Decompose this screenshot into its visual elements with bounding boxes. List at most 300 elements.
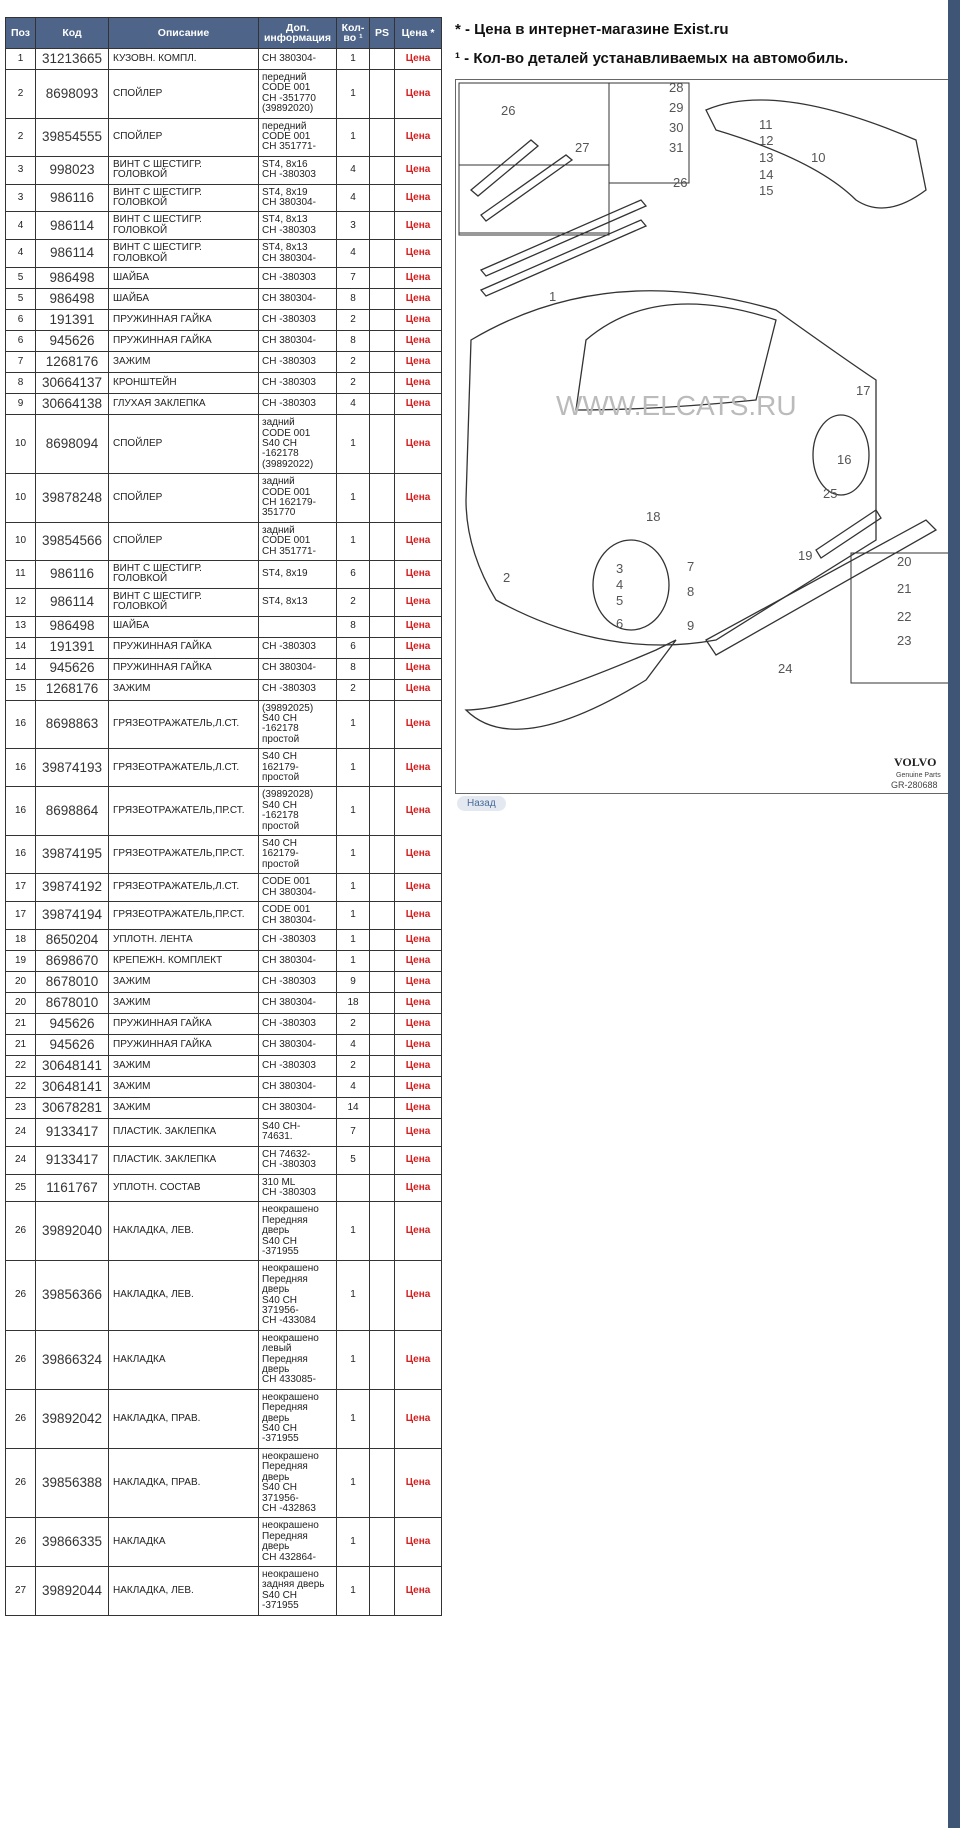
callout-label: 18 bbox=[646, 509, 661, 524]
description-cell: ШАЙБА bbox=[109, 616, 259, 637]
description-cell: ПЛАСТИК. ЗАКЛЕПКА bbox=[109, 1118, 259, 1146]
table-row bbox=[6, 240, 442, 268]
qty-cell: 14 bbox=[337, 1097, 370, 1118]
description-cell: ГРЯЗЕОТРАЖАТЕЛЬ,Л.СТ. bbox=[109, 749, 259, 787]
price-link[interactable]: Цена bbox=[395, 1013, 442, 1034]
code-cell: 191391 bbox=[36, 637, 109, 658]
info-cell: CH -380303 bbox=[259, 1013, 337, 1034]
info-cell: CH 380304- bbox=[259, 1097, 337, 1118]
description-cell: ГРЯЗЕОТРАЖАТЕЛЬ,ПР.СТ. bbox=[109, 836, 259, 874]
price-link[interactable]: Цена bbox=[395, 1097, 442, 1118]
code-cell: 986498 bbox=[36, 289, 109, 310]
pos-cell: 26 bbox=[6, 1202, 36, 1261]
description-cell: НАКЛАДКА, ЛЕВ. bbox=[109, 1261, 259, 1330]
description-cell: НАКЛАДКА, ПРАВ. bbox=[109, 1448, 259, 1517]
ps-cell bbox=[370, 352, 395, 373]
ps-cell bbox=[370, 992, 395, 1013]
callout-label: 6 bbox=[616, 616, 624, 631]
table-row bbox=[6, 700, 442, 749]
pos-cell: 4 bbox=[6, 240, 36, 268]
info-cell: CODE 001 CH 380304- bbox=[259, 874, 337, 902]
code-cell: 39854566 bbox=[36, 522, 109, 560]
watermark: WWW.ELCATS.RU bbox=[556, 390, 797, 421]
pos-cell: 21 bbox=[6, 1013, 36, 1034]
pos-cell: 10 bbox=[6, 415, 36, 474]
code-cell: 31213665 bbox=[36, 49, 109, 70]
ps-cell bbox=[370, 1097, 395, 1118]
ps-cell bbox=[370, 310, 395, 331]
ps-cell bbox=[370, 268, 395, 289]
code-cell: 945626 bbox=[36, 1013, 109, 1034]
pos-cell: 13 bbox=[6, 616, 36, 637]
info-cell: CH -380303 bbox=[259, 679, 337, 700]
code-cell: 9133417 bbox=[36, 1146, 109, 1174]
pos-cell: 14 bbox=[6, 637, 36, 658]
qty-cell: 3 bbox=[337, 212, 370, 240]
pos-cell: 26 bbox=[6, 1261, 36, 1330]
info-cell: неокрашено Передняя дверь CH 432864- bbox=[259, 1518, 337, 1567]
price-link[interactable]: Цена bbox=[395, 836, 442, 874]
front-wheel bbox=[593, 540, 669, 630]
price-link[interactable]: Цена bbox=[395, 1330, 442, 1389]
ps-cell bbox=[370, 1261, 395, 1330]
qty-cell: 2 bbox=[337, 310, 370, 331]
price-link[interactable]: Цена bbox=[395, 331, 442, 352]
description-cell: НАКЛАДКА bbox=[109, 1518, 259, 1567]
callout-label: 12 bbox=[759, 133, 774, 148]
table-row bbox=[6, 1055, 442, 1076]
qty-cell: 7 bbox=[337, 1118, 370, 1146]
info-cell: CH 380304- bbox=[259, 1076, 337, 1097]
description-cell: ГРЯЗЕОТРАЖАТЕЛЬ,ПР.СТ. bbox=[109, 902, 259, 930]
qty-cell bbox=[337, 1174, 370, 1202]
price-link[interactable]: Цена bbox=[395, 588, 442, 616]
table-row bbox=[6, 118, 442, 156]
table-row bbox=[6, 971, 442, 992]
info-cell: неокрашено левый Передняя дверь CH 433085- bbox=[259, 1330, 337, 1389]
ps-cell bbox=[370, 474, 395, 523]
qty-cell: 2 bbox=[337, 373, 370, 394]
ps-cell bbox=[370, 637, 395, 658]
qty-cell: 1 bbox=[337, 902, 370, 930]
callout-label: 25 bbox=[823, 486, 838, 501]
pos-cell: 5 bbox=[6, 268, 36, 289]
price-link[interactable]: Цена bbox=[395, 992, 442, 1013]
pos-cell: 16 bbox=[6, 836, 36, 874]
description-cell: НАКЛАДКА bbox=[109, 1330, 259, 1389]
info-cell: CH 380304- bbox=[259, 49, 337, 70]
info-cell: ST4, 8x13 CH 380304- bbox=[259, 240, 337, 268]
molding-part bbox=[471, 140, 538, 196]
price-link[interactable]: Цена bbox=[395, 1118, 442, 1146]
pos-cell: 23 bbox=[6, 1097, 36, 1118]
parts-table bbox=[5, 17, 442, 1616]
price-link[interactable]: Цена bbox=[395, 1034, 442, 1055]
price-link[interactable]: Цена bbox=[395, 1389, 442, 1448]
ps-cell bbox=[370, 929, 395, 950]
qty-cell: 2 bbox=[337, 679, 370, 700]
price-link[interactable]: Цена bbox=[395, 156, 442, 184]
pos-cell: 10 bbox=[6, 522, 36, 560]
table-row bbox=[6, 950, 442, 971]
code-cell: 986114 bbox=[36, 588, 109, 616]
price-link[interactable]: Цена bbox=[395, 560, 442, 588]
price-link[interactable]: Цена bbox=[395, 1518, 442, 1567]
description-cell: ЗАЖИМ bbox=[109, 1076, 259, 1097]
price-link[interactable]: Цена bbox=[395, 352, 442, 373]
qty-cell: 1 bbox=[337, 415, 370, 474]
price-link[interactable]: Цена bbox=[395, 212, 442, 240]
table-row bbox=[6, 588, 442, 616]
info-cell bbox=[259, 616, 337, 637]
ps-cell bbox=[370, 156, 395, 184]
qty-cell: 1 bbox=[337, 474, 370, 523]
table-row bbox=[6, 310, 442, 331]
code-cell: 1161767 bbox=[36, 1174, 109, 1202]
info-cell: ST4, 8x19 CH 380304- bbox=[259, 184, 337, 212]
info-cell: неокрашено Передняя дверь S40 CH -371955 bbox=[259, 1389, 337, 1448]
qty-cell: 2 bbox=[337, 1055, 370, 1076]
qty-cell: 8 bbox=[337, 289, 370, 310]
info-cell: CH -380303 bbox=[259, 310, 337, 331]
code-cell: 191391 bbox=[36, 310, 109, 331]
qty-cell: 4 bbox=[337, 1076, 370, 1097]
qty-cell: 2 bbox=[337, 588, 370, 616]
pos-cell: 3 bbox=[6, 184, 36, 212]
callout-label: 24 bbox=[778, 661, 793, 676]
qty-cell: 1 bbox=[337, 49, 370, 70]
table-row bbox=[6, 415, 442, 474]
description-cell: ЗАЖИМ bbox=[109, 992, 259, 1013]
price-link[interactable]: Цена bbox=[395, 902, 442, 930]
code-cell: 986114 bbox=[36, 240, 109, 268]
ps-cell bbox=[370, 1389, 395, 1448]
description-cell: ЗАЖИМ bbox=[109, 352, 259, 373]
volvo-logo: VOLVO bbox=[894, 755, 937, 769]
qty-cell: 1 bbox=[337, 929, 370, 950]
price-link[interactable]: Цена bbox=[395, 679, 442, 700]
table-row bbox=[6, 1261, 442, 1330]
qty-cell: 1 bbox=[337, 1566, 370, 1615]
price-link[interactable]: Цена bbox=[395, 1174, 442, 1202]
code-cell: 986114 bbox=[36, 212, 109, 240]
right-sidebar bbox=[948, 0, 960, 1828]
qty-cell: 1 bbox=[337, 1448, 370, 1517]
ps-cell bbox=[370, 394, 395, 415]
code-cell: 945626 bbox=[36, 658, 109, 679]
ps-cell bbox=[370, 588, 395, 616]
table-row bbox=[6, 560, 442, 588]
callout-label: 16 bbox=[837, 452, 852, 467]
callout-label: 15 bbox=[759, 183, 774, 198]
ps-cell bbox=[370, 1076, 395, 1097]
pos-cell: 27 bbox=[6, 1566, 36, 1615]
qty-cell: 6 bbox=[337, 637, 370, 658]
table-row bbox=[6, 1034, 442, 1055]
table-row bbox=[6, 352, 442, 373]
code-cell: 39874193 bbox=[36, 749, 109, 787]
callout-label: 26 bbox=[673, 175, 688, 190]
price-link[interactable]: Цена bbox=[395, 474, 442, 523]
price-link[interactable]: Цена bbox=[395, 310, 442, 331]
pos-cell: 26 bbox=[6, 1330, 36, 1389]
price-link[interactable]: Цена bbox=[395, 415, 442, 474]
table-row bbox=[6, 679, 442, 700]
description-cell: ГРЯЗЕОТРАЖАТЕЛЬ,ПР.СТ. bbox=[109, 787, 259, 836]
pos-cell: 1 bbox=[6, 49, 36, 70]
info-cell: CH 380304- bbox=[259, 1034, 337, 1055]
pos-cell: 2 bbox=[6, 118, 36, 156]
ps-cell bbox=[370, 1174, 395, 1202]
pos-cell: 11 bbox=[6, 560, 36, 588]
table-row bbox=[6, 1389, 442, 1448]
price-link[interactable]: Цена bbox=[395, 1261, 442, 1330]
qty-cell: 8 bbox=[337, 331, 370, 352]
price-link[interactable]: Цена bbox=[395, 616, 442, 637]
price-link[interactable]: Цена bbox=[395, 874, 442, 902]
qty-cell: 4 bbox=[337, 156, 370, 184]
table-row bbox=[6, 70, 442, 119]
price-link[interactable]: Цена bbox=[395, 658, 442, 679]
ps-cell bbox=[370, 331, 395, 352]
description-cell: ЗАЖИМ bbox=[109, 1055, 259, 1076]
price-link[interactable]: Цена bbox=[395, 1076, 442, 1097]
description-cell: СПОЙЛЕР bbox=[109, 415, 259, 474]
price-link[interactable]: Цена bbox=[395, 240, 442, 268]
ps-cell bbox=[370, 971, 395, 992]
pos-cell: 3 bbox=[6, 156, 36, 184]
code-cell: 39878248 bbox=[36, 474, 109, 523]
info-cell: неокрашено задняя дверь S40 CH -371955 bbox=[259, 1566, 337, 1615]
description-cell: ЗАЖИМ bbox=[109, 1097, 259, 1118]
description-cell: УПЛОТН. СОСТАВ bbox=[109, 1174, 259, 1202]
pos-cell: 17 bbox=[6, 874, 36, 902]
pos-cell: 9 bbox=[6, 394, 36, 415]
info-cell: CH -380303 bbox=[259, 637, 337, 658]
price-link[interactable]: Цена bbox=[395, 700, 442, 749]
header-price: Цена * bbox=[395, 18, 442, 49]
callout-label: 17 bbox=[856, 383, 871, 398]
pos-cell: 22 bbox=[6, 1076, 36, 1097]
ps-cell bbox=[370, 373, 395, 394]
table-row bbox=[6, 331, 442, 352]
price-link[interactable]: Цена bbox=[395, 1448, 442, 1517]
info-cell: (39892028) S40 CH -162178 простой bbox=[259, 787, 337, 836]
callout-label: 19 bbox=[798, 548, 813, 563]
qty-cell: 18 bbox=[337, 992, 370, 1013]
price-link[interactable]: Цена bbox=[395, 1202, 442, 1261]
pos-cell: 26 bbox=[6, 1448, 36, 1517]
info-cell: передний CODE 001 CH 351771- bbox=[259, 118, 337, 156]
callout-label: 23 bbox=[897, 633, 912, 648]
pos-cell: 25 bbox=[6, 1174, 36, 1202]
pos-cell: 17 bbox=[6, 902, 36, 930]
pos-cell: 22 bbox=[6, 1055, 36, 1076]
description-cell: ШАЙБА bbox=[109, 268, 259, 289]
info-cell: CH -380303 bbox=[259, 1055, 337, 1076]
price-link[interactable]: Цена bbox=[395, 950, 442, 971]
callout-label: 11 bbox=[759, 117, 773, 132]
description-cell: ВИНТ С ШЕСТИГР. ГОЛОВКОЙ bbox=[109, 184, 259, 212]
price-link[interactable]: Цена bbox=[395, 184, 442, 212]
price-link[interactable]: Цена bbox=[395, 394, 442, 415]
code-cell: 986498 bbox=[36, 268, 109, 289]
table-row bbox=[6, 1097, 442, 1118]
qty-cell: 1 bbox=[337, 1202, 370, 1261]
code-cell: 8678010 bbox=[36, 992, 109, 1013]
info-cell: CH -380303 bbox=[259, 929, 337, 950]
description-cell: НАКЛАДКА, ЛЕВ. bbox=[109, 1566, 259, 1615]
pos-cell: 16 bbox=[6, 787, 36, 836]
info-cell: задний CODE 001 CH 162179- 351770 bbox=[259, 474, 337, 523]
description-cell: ПЛАСТИК. ЗАКЛЕПКА bbox=[109, 1146, 259, 1174]
price-link[interactable]: Цена bbox=[395, 289, 442, 310]
info-cell: ST4, 8x19 bbox=[259, 560, 337, 588]
price-link[interactable]: Цена bbox=[395, 522, 442, 560]
parts-diagram bbox=[455, 79, 959, 794]
ps-cell bbox=[370, 874, 395, 902]
pos-cell: 6 bbox=[6, 310, 36, 331]
price-link[interactable]: Цена bbox=[395, 70, 442, 119]
info-cell: S40 CH 162179- простой bbox=[259, 749, 337, 787]
info-cell: задний CODE 001 S40 CH -162178 (39892022) bbox=[259, 415, 337, 474]
ps-cell bbox=[370, 658, 395, 679]
description-cell: КРОНШТЕЙН bbox=[109, 373, 259, 394]
table-row bbox=[6, 1076, 442, 1097]
qty-cell: 5 bbox=[337, 1146, 370, 1174]
price-link[interactable]: Цена bbox=[395, 1146, 442, 1174]
ps-cell bbox=[370, 902, 395, 930]
qty-cell: 1 bbox=[337, 787, 370, 836]
pos-cell: 20 bbox=[6, 971, 36, 992]
table-row bbox=[6, 1118, 442, 1146]
code-cell: 30648141 bbox=[36, 1076, 109, 1097]
price-link[interactable]: Цена bbox=[395, 1055, 442, 1076]
table-row bbox=[6, 874, 442, 902]
pos-cell: 19 bbox=[6, 950, 36, 971]
callout-label: 29 bbox=[669, 100, 684, 115]
callout-label: 9 bbox=[687, 618, 695, 633]
description-cell: ПРУЖИННАЯ ГАЙКА bbox=[109, 658, 259, 679]
description-cell: ЗАЖИМ bbox=[109, 679, 259, 700]
qty-cell: 6 bbox=[337, 560, 370, 588]
price-link[interactable]: Цена bbox=[395, 637, 442, 658]
info-cell: ST4, 8x16 CH -380303 bbox=[259, 156, 337, 184]
qty-cell: 1 bbox=[337, 950, 370, 971]
ps-cell bbox=[370, 212, 395, 240]
callout-label: 20 bbox=[897, 554, 912, 569]
info-cell: неокрашено Передняя дверь S40 CH -371955 bbox=[259, 1202, 337, 1261]
table-row bbox=[6, 522, 442, 560]
ps-cell bbox=[370, 1566, 395, 1615]
code-cell: 8698670 bbox=[36, 950, 109, 971]
info-cell: CH -380303 bbox=[259, 268, 337, 289]
table-row bbox=[6, 156, 442, 184]
ps-cell bbox=[370, 240, 395, 268]
price-link[interactable]: Цена bbox=[395, 929, 442, 950]
pos-cell: 24 bbox=[6, 1146, 36, 1174]
code-cell: 39892040 bbox=[36, 1202, 109, 1261]
callout-label: 22 bbox=[897, 609, 912, 624]
price-link[interactable]: Цена bbox=[395, 268, 442, 289]
inset-moldings bbox=[459, 83, 609, 233]
table-row bbox=[6, 1174, 442, 1202]
back-button[interactable]: Назад bbox=[457, 796, 506, 811]
code-cell: 1268176 bbox=[36, 679, 109, 700]
pos-cell: 24 bbox=[6, 1118, 36, 1146]
info-cell: 310 ML CH -380303 bbox=[259, 1174, 337, 1202]
info-cell: CH -380303 bbox=[259, 971, 337, 992]
table-row bbox=[6, 1518, 442, 1567]
qty-cell: 4 bbox=[337, 184, 370, 212]
code-cell: 8698864 bbox=[36, 787, 109, 836]
ps-cell bbox=[370, 522, 395, 560]
price-link[interactable]: Цена bbox=[395, 373, 442, 394]
table-row bbox=[6, 373, 442, 394]
price-note: * - Цена в интернет-магазине Exist.ru bbox=[455, 21, 729, 38]
description-cell: УПЛОТН. ЛЕНТА bbox=[109, 929, 259, 950]
code-cell: 945626 bbox=[36, 331, 109, 352]
price-link[interactable]: Цена bbox=[395, 971, 442, 992]
table-row bbox=[6, 992, 442, 1013]
pos-cell: 5 bbox=[6, 289, 36, 310]
pos-cell: 2 bbox=[6, 70, 36, 119]
ps-cell bbox=[370, 1202, 395, 1261]
qty-cell: 8 bbox=[337, 658, 370, 679]
pos-cell: 26 bbox=[6, 1389, 36, 1448]
code-cell: 8678010 bbox=[36, 971, 109, 992]
callout-label: 21 bbox=[897, 581, 912, 596]
info-cell: CH -380303 bbox=[259, 352, 337, 373]
info-cell: CODE 001 CH 380304- bbox=[259, 902, 337, 930]
info-cell: S40 CH 162179- простой bbox=[259, 836, 337, 874]
price-link[interactable]: Цена bbox=[395, 787, 442, 836]
code-cell: 986116 bbox=[36, 184, 109, 212]
pos-cell: 21 bbox=[6, 1034, 36, 1055]
qty-cell: 8 bbox=[337, 616, 370, 637]
description-cell: НАКЛАДКА, ПРАВ. bbox=[109, 1389, 259, 1448]
info-cell: неокрашено Передняя дверь S40 CH 371956- CH -432863 bbox=[259, 1448, 337, 1517]
code-cell: 39856366 bbox=[36, 1261, 109, 1330]
price-link[interactable]: Цена bbox=[395, 1566, 442, 1615]
code-cell: 30678281 bbox=[36, 1097, 109, 1118]
header-qty: Кол-во ¹ bbox=[337, 18, 370, 49]
ps-cell bbox=[370, 679, 395, 700]
description-cell: ПРУЖИННАЯ ГАЙКА bbox=[109, 310, 259, 331]
callout-label: 13 bbox=[759, 150, 774, 165]
price-link[interactable]: Цена bbox=[395, 49, 442, 70]
table-header-row bbox=[6, 18, 442, 49]
description-cell: ГРЯЗЕОТРАЖАТЕЛЬ,Л.СТ. bbox=[109, 874, 259, 902]
callout-label: 7 bbox=[687, 559, 695, 574]
price-link[interactable]: Цена bbox=[395, 118, 442, 156]
pos-cell: 20 bbox=[6, 992, 36, 1013]
table-row bbox=[6, 394, 442, 415]
ps-cell bbox=[370, 415, 395, 474]
code-cell: 39854555 bbox=[36, 118, 109, 156]
description-cell: ПРУЖИННАЯ ГАЙКА bbox=[109, 637, 259, 658]
code-cell: 39866335 bbox=[36, 1518, 109, 1567]
table-row bbox=[6, 1448, 442, 1517]
info-cell: задний CODE 001 CH 351771- bbox=[259, 522, 337, 560]
ps-cell bbox=[370, 1013, 395, 1034]
callout-label: 14 bbox=[759, 167, 774, 182]
price-link[interactable]: Цена bbox=[395, 749, 442, 787]
code-cell: 39856388 bbox=[36, 1448, 109, 1517]
code-cell: 39892044 bbox=[36, 1566, 109, 1615]
ps-cell bbox=[370, 560, 395, 588]
qty-cell: 4 bbox=[337, 394, 370, 415]
